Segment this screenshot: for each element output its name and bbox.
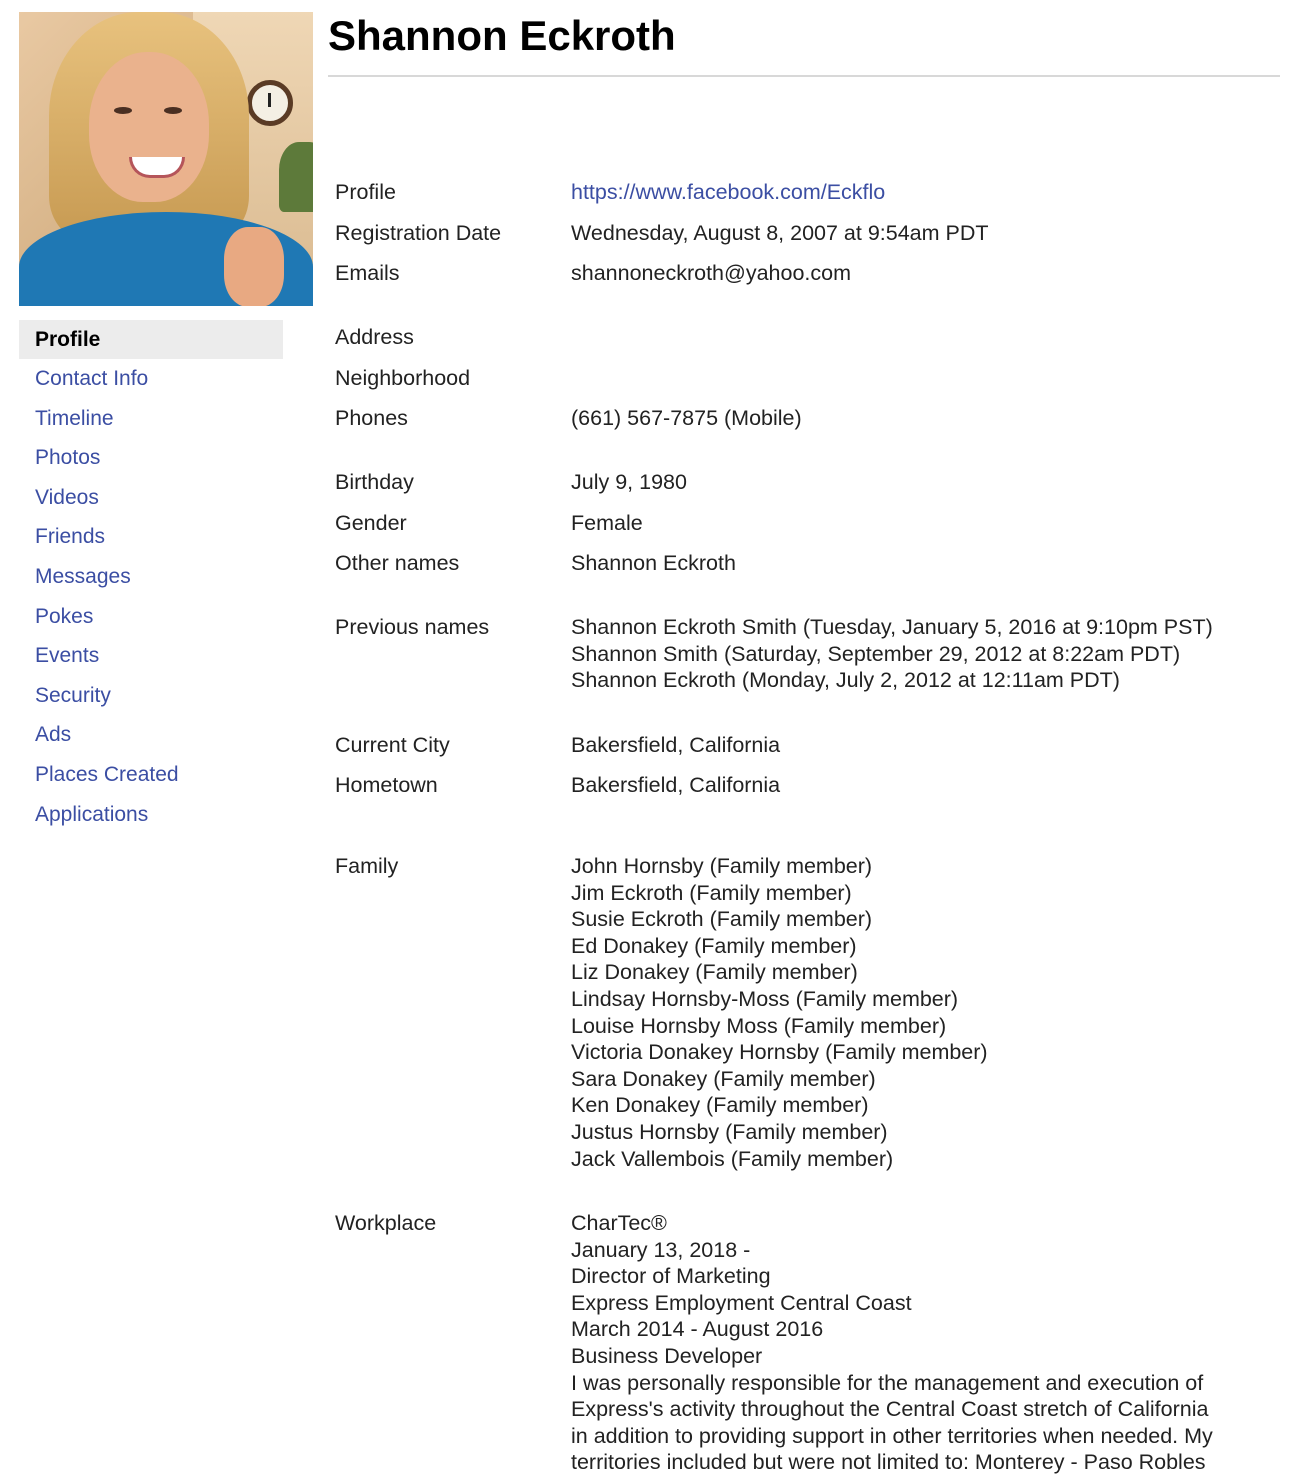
- field-label: Profile: [335, 180, 396, 204]
- previous-name: Shannon Eckroth (Monday, July 2, 2012 at 12:11am PDT): [571, 668, 1120, 693]
- previous-name: Shannon Smith (Saturday, September 29, 2012 at 8:22am PDT): [571, 641, 1181, 666]
- sidebar-item-videos[interactable]: Videos: [35, 485, 99, 509]
- workplace-line: March 2014 - August 2016: [571, 1317, 824, 1342]
- family-member: Lindsay Hornsby-Moss (Family member): [571, 986, 959, 1011]
- field-label: Hometown: [335, 773, 438, 797]
- sidebar-item-applications[interactable]: Applications: [35, 802, 149, 826]
- field-label: Emails: [335, 261, 400, 285]
- family-member: Jim Eckroth (Family member): [571, 880, 852, 905]
- sidebar-item-events[interactable]: Events: [35, 644, 100, 668]
- workplace-line: CharTec®: [571, 1211, 667, 1235]
- workplace-line: Express's activity throughout the Central Coast stretch of California: [571, 1397, 1209, 1422]
- sidebar-item-timeline[interactable]: Timeline: [35, 406, 114, 430]
- family-member: Jack Vallembois (Family member): [571, 1146, 894, 1171]
- field-value-list: [571, 853, 1281, 1172]
- field-label: Phones: [335, 406, 408, 430]
- page-title: Shannon Eckroth: [328, 12, 676, 59]
- family-member: Sara Donakey (Family member): [571, 1066, 876, 1091]
- sidebar-item-ads[interactable]: Ads: [35, 723, 72, 747]
- family-member: Justus Hornsby (Family member): [571, 1119, 888, 1144]
- family-member: Victoria Donakey Hornsby (Family member): [571, 1040, 988, 1065]
- field-value-list: [571, 614, 1281, 694]
- field-value: Bakersfield, California: [571, 733, 781, 757]
- field-value: Bakersfield, California: [571, 773, 781, 797]
- field-value: (661) 567-7875 (Mobile): [571, 406, 802, 430]
- photo-hand: [224, 227, 284, 306]
- family-member: Liz Donakey (Family member): [571, 960, 858, 985]
- field-label: Neighborhood: [335, 366, 471, 390]
- field-value: Female: [571, 511, 643, 535]
- sidebar-item-photos[interactable]: Photos: [35, 446, 101, 470]
- field-label: Current City: [335, 733, 450, 757]
- workplace-line: January 13, 2018 -: [571, 1237, 751, 1262]
- field-label: Birthday: [335, 470, 414, 494]
- previous-name: Shannon Eckroth Smith (Tuesday, January 5, 2016 at 9:10pm PST): [571, 615, 1213, 639]
- field-value: shannoneckroth@yahoo.com: [571, 261, 851, 285]
- sidebar-item-messages[interactable]: Messages: [35, 564, 131, 588]
- family-member: John Hornsby (Family member): [571, 854, 873, 878]
- field-value: Shannon Eckroth: [571, 551, 736, 575]
- sidebar: [19, 12, 313, 834]
- photo-eye: [164, 107, 182, 114]
- workplace-line: in addition to providing support in other territories when needed. My: [571, 1423, 1213, 1448]
- field-label: Previous names: [335, 615, 490, 639]
- workplace-line: Express Employment Central Coast: [571, 1290, 912, 1315]
- workplace-line: Business Developer: [571, 1343, 763, 1368]
- field-value: Wednesday, August 8, 2007 at 9:54am PDT: [571, 221, 989, 245]
- workplace-line: Director of Marketing: [571, 1264, 771, 1289]
- sidebar-item-security[interactable]: Security: [35, 683, 111, 707]
- field-label: Workplace: [335, 1211, 437, 1235]
- workplace-line: territories included but were not limited to: Monterey - Paso Robles: [571, 1450, 1206, 1475]
- field-label: Address: [335, 325, 414, 349]
- profile-link[interactable]: https://www.facebook.com/Eckflo: [571, 180, 886, 204]
- plant-icon: [279, 142, 313, 212]
- field-value-list: [571, 1210, 1281, 1476]
- sidebar-item-pokes[interactable]: Pokes: [35, 604, 94, 628]
- field-label: Registration Date: [335, 221, 502, 245]
- photo-eye: [114, 107, 132, 114]
- field-value: July 9, 1980: [571, 470, 687, 494]
- field-label: Gender: [335, 511, 407, 535]
- family-member: Louise Hornsby Moss (Family member): [571, 1013, 947, 1038]
- sidebar-item-places-created[interactable]: Places Created: [35, 762, 179, 786]
- sidebar-nav: [19, 320, 283, 834]
- profile-main: [328, 12, 1280, 1475]
- clock-icon: [247, 80, 293, 126]
- family-member: Ed Donakey (Family member): [571, 933, 857, 958]
- family-member: Ken Donakey (Family member): [571, 1093, 869, 1118]
- photo-face: [89, 52, 209, 202]
- field-label: Family: [335, 854, 399, 878]
- title-divider: [328, 75, 1280, 77]
- sidebar-item-contact-info[interactable]: Contact Info: [35, 367, 149, 390]
- sidebar-item-profile[interactable]: Profile: [19, 320, 283, 359]
- profile-photo[interactable]: [19, 12, 313, 306]
- field-label: Other names: [335, 551, 460, 575]
- sidebar-item-friends[interactable]: Friends: [35, 525, 106, 549]
- workplace-line: I was personally responsible for the management and execution of: [571, 1370, 1204, 1395]
- family-member: Susie Eckroth (Family member): [571, 907, 873, 932]
